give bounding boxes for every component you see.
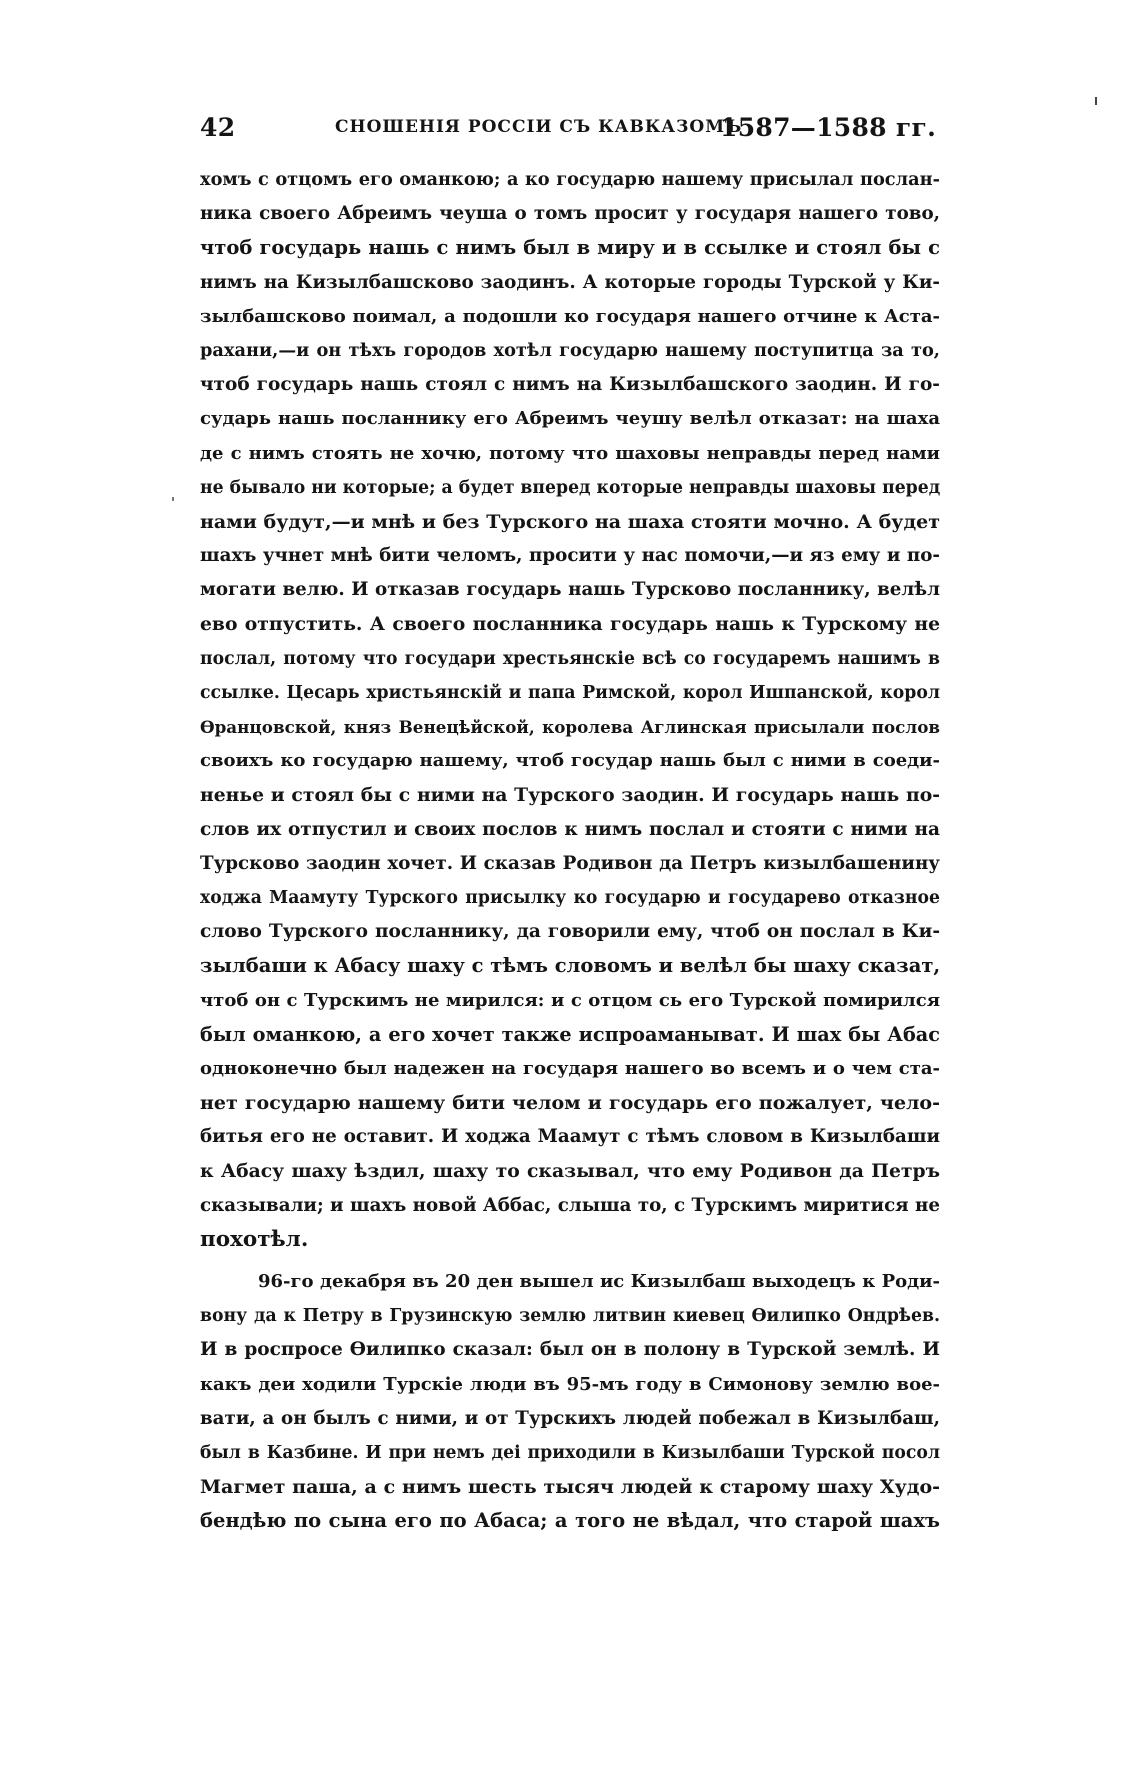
text-line: И в роспросе Ѳилипко сказал: был он в полону в Турской землѣ. И [200,1339,940,1361]
text-line: ево отпустить. А своего посланника государь нашь к Турскому не [200,613,940,636]
text-line: зылбашсково поимал, а подошли ко государя нашего отчине к Аста- [200,305,940,327]
text-line: нами будут,—и мнѣ и без Турского на шаха стояти мочно. А будет [200,510,940,533]
text-line: чтоб государь нашь с нимъ был в миру и в ссылке и стоял бы с [200,236,940,260]
text-line: 96-го декабря въ 20 ден вышел ис Кизылбаш выходецъ к Роди- [258,1271,940,1292]
text-line: своихъ ко государю нашему, чтоб государ нашь был с ними в соеди- [200,750,940,772]
text-line: чтоб он с Турскимъ не мирился: и с отцом сь его Турской помирился [200,989,940,1011]
running-title: СНОШЕНІЯ РОССІИ СЪ КАВКАЗОМЪ [335,117,743,137]
text-line: бендѣю по сына его по Абаса; а того не вѣдал, что старой шахъ [200,1509,940,1533]
text-line: ссылке. Цесарь христьянскій и папа Римской, корол Ишпанской, корол [200,682,940,703]
margin-mark-left [172,497,174,501]
text-line: вати, а он былъ с ними, и от Турскихъ людей побежал в Кизылбаш, [200,1407,940,1429]
paragraph-2 [200,1265,940,1539]
text-line: зылбаши к Абасу шаху с тѣмъ словомъ и велѣл бы шаху сказат, [200,954,941,978]
text-line: де с нимъ стоять не хочю, потому что шаховы неправды перед нами [200,442,940,464]
text-line: рахани,—и он тѣхъ городов хотѣл государю нашему поступитца за то, [200,339,940,361]
text-line: не бывало ни которые; а будет вперед которые неправды шаховы перед [200,477,941,498]
text-line: был в Казбине. И при немъ деі приходили в Кизылбаши Турской посол [200,1442,940,1463]
text-line: чтоб государь нашь стоял с нимъ на Кизылбашского заодин. И го- [200,374,940,396]
page-body [200,163,940,1539]
text-line: какъ деи ходили Турскіе люди въ 95-мъ году в Симонову землю вое- [200,1373,940,1395]
text-line: послал, потому что государи хрестьянскіе всѣ со государемъ нашимъ в [200,648,940,669]
text-line: одноконечно был надежен на государя нашего во всемъ и о чем ста- [200,1057,940,1079]
text-line: нимъ на Кизылбашсково заодинъ. А которые городы Турской у Ки- [200,271,940,293]
text-line: слово Турского посланнику, да говорили ему, чтоб он послал в Ки- [200,921,940,943]
text-line: нет государю нашему бити челом и государь его пожалует, чело- [200,1092,940,1115]
text-line: хомъ с отцомъ его оманкою; а ко государю нашему присылал послан- [200,169,940,190]
text-line: битья его не оставит. И ходжа Маамут с тѣмъ словом в Кизылбаши [200,1126,940,1148]
text-line: шахъ учнет мнѣ бити челомъ, просити у нас помочи,—и яз ему и по- [200,545,940,567]
text-line: сказывали; и шахъ новой Аббас, слыша то, с Турскимъ миритися не [200,1194,940,1216]
text-line: слов их отпустил и своих послов к нимъ послал и стояти с ними на [200,818,940,840]
text-line: сударь нашь посланнику его Абреимъ чеушу велѣл отказат: на шаха [200,408,940,430]
margin-mark-top [1095,97,1097,105]
text-line: Турсково заодин хочет. И сказав Родивон да Петръ кизылбашенину [200,852,940,874]
running-years: 1587—1588 гг. [720,113,937,142]
text-line: вону да к Петру в Грузинскую землю литвин киевец Ѳилипко Ондрѣев. [200,1306,940,1327]
text-line: похотѣл. [200,1226,309,1252]
page-number: 42 [200,113,236,142]
paragraph-gap [200,1257,940,1265]
text-line: ненье и стоял бы с ними на Турского заодин. И государь нашь по- [200,784,940,807]
text-line: был оманкою, а его хочет также испроаманыват. И шах бы Абас [200,1022,940,1046]
paragraph-1 [200,163,940,1257]
text-line: ника своего Абреимъ чеуша о томъ просит у государя нашего тово, [200,203,940,225]
text-line: Ѳранцовской, княз Венецѣйской, королева Аглинская присылали послов [200,717,940,737]
text-line: к Абасу шаху ѣздил, шаху то сказывал, что ему Родивон да Петръ [200,1160,940,1183]
text-line: ходжа Маамуту Турского присылку ко государю и государево отказное [200,887,940,908]
text-line: могати велю. И отказав государь нашь Турсково посланнику, велѣл [200,579,940,601]
text-line: Магмет паша, а с нимъ шесть тысяч людей к старому шаху Худо- [200,1476,940,1499]
